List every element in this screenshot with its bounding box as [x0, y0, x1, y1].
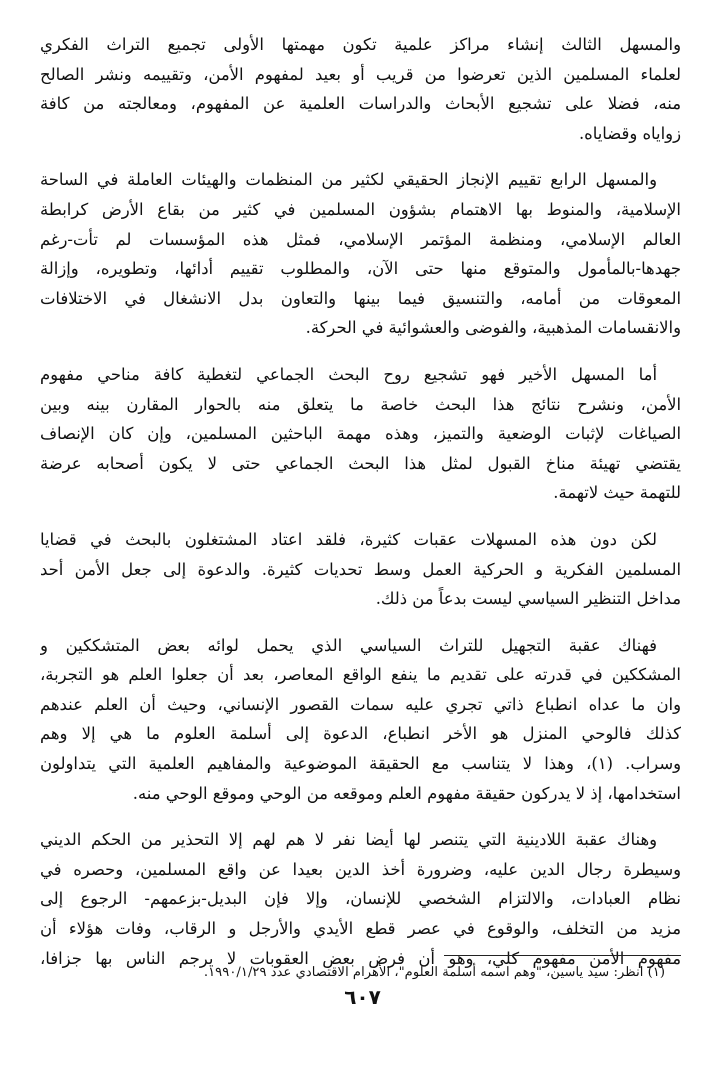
text-line: الإسلامية، والمنوط بها الاهتمام بشؤون المسلمين في كثير من بقاع الأرض كرابطة — [40, 199, 681, 219]
paragraph — [40, 360, 681, 508]
text-line: جهدها-بالمأمول والمتوقع منها حتى الآن، والمطلوب تقييم أدائها، وتطويره، وإزالة — [40, 259, 681, 279]
footnote: (١) انظر: سيد ياسين، "وهم اسمه أسلمة العلوم"، الأهرام الاقتصادي عدد ١٩٩٠/١/٢٩. — [203, 965, 665, 980]
text-line: الصياغات لإثبات الوضعية والتميز، وهذه مهمة الباحثين المسلمين، وإن كان الإنصاف — [40, 424, 681, 444]
footnote-divider — [444, 955, 681, 956]
text-line: والانقسامات المذهبية، والفوضى والعشوائية في الحركة. — [305, 318, 681, 338]
text-line: الأمن، ونشرح نتائج هذا البحث خاصة ما يتعلق منه بالحوار المقارن بينه وبين — [40, 394, 681, 414]
paragraph — [40, 825, 681, 973]
text-line: أما المسهل الأخير فهو تشجيع روح البحث الجماعي لتغطية كافة مناحي مفهوم — [40, 364, 657, 384]
text-line: مزيد من التخلف، والوقوع في عصر قطع الأيدي والأرجل و الرقاب، وفات هؤلاء أن — [40, 919, 681, 939]
text-line: المشككين في قدرته على تقديم ما ينفع الواقع المعاصر، بعد أن جعلوا العلم هو التجربة، — [40, 665, 681, 685]
text-line: منه، فضلا على تشجيع الأبحاث والدراسات العلمية عن المفهوم، ومعالجته من كافة — [40, 94, 681, 114]
text-line: وان ما عداه انطباع ذاتي تجري عليه سمات القصور الإنساني، وحيث أن العلم عندهم — [40, 694, 681, 714]
text-line: لكن دون هذه المسهلات عقبات كثيرة، فلقد اعتاد المشتغلون بالبحث في قضايا — [40, 529, 657, 549]
text-line: لعلماء المسلمين الذين تعرضوا من قريب أو بعيد لمفهوم الأمن، وتقييمه ونشر الصالح — [40, 64, 681, 84]
text-line: فهناك عقبة التجهيل للتراث السياسي الذي يحمل لوائه بعض المتشككين و — [40, 635, 657, 655]
page-number: ٦٠٧ — [344, 985, 381, 1009]
text-line: وهناك عقبة اللادينية التي يتنصر لها أيضا نفر لا هم لهم إلا التحذير من الحكم الديني — [40, 830, 657, 850]
text-line: والمسهل الرابع تقييم الإنجاز الحقيقي لكثير من المنظمات والهيئات العاملة في الساحة — [40, 170, 657, 190]
text-line: المسلمين الفكرية و الحركية العمل وسط تحديات كثيرة. والدعوة إلى جعل الأمن أحد — [40, 559, 681, 579]
text-line: استخدامها، إذ لا يدركون حقيقة مفهوم العلم وموقعه من الوحي وموقع الوحي منه. — [132, 783, 681, 803]
text-line: وسيطرة رجال الدين عليه، وضرورة أخذ الدين بعيدا عن واقع المسلمين، وحصره في — [40, 859, 681, 879]
text-line: نظام العبادات، والالتزام الشخصي للإنسان، وإلا فإن البديل-بزعمهم- الرجوع إلى — [40, 889, 681, 909]
text-line: مفهوم الأمن مفهوم كلي، وهو أن فرض بعض العقوبات لا يرجم الناس بها جزافا، — [40, 948, 681, 968]
text-line: زواياه وقضاياه. — [578, 123, 681, 143]
paragraph — [40, 165, 681, 343]
text-line: يقتضي تهيئة مناخ القبول لمثل هذا البحث الجماعي حتى لا يكون أصحابه عرضة — [40, 453, 681, 473]
text-line: العالم الإسلامي، ومنظمة المؤتمر الإسلامي، فمثل هذه المؤسسات لم تأت-رغم — [40, 229, 681, 249]
text-line: والمسهل الثالث إنشاء مراكز علمية تكون مهمتها الأولى تجميع التراث الفكري — [40, 35, 681, 54]
paragraph — [40, 631, 681, 809]
text-line: وسراب. (١)، وهذا لا يتناسب مع الحقيقة الموضوعية والمفاهيم العلمية التي يتداولون — [40, 754, 681, 774]
text-line: المعوقات من أمامه، والتنسيق فيما بينها والتعاون بدل الانشغال في الاختلافات — [40, 288, 681, 308]
body-text — [40, 30, 681, 973]
text-line: كذلك فالوحي المنزل هو الأخر انطباع، الدعوة إلى أسلمة العلوم ما هي إلا وهم — [40, 724, 681, 744]
paragraph — [40, 525, 681, 614]
text-line: مداخل التنظير السياسي ليست بدعاً من ذلك. — [375, 589, 681, 609]
paragraph — [40, 30, 681, 148]
text-line: للتهمة حيث لاتهمة. — [553, 483, 681, 503]
